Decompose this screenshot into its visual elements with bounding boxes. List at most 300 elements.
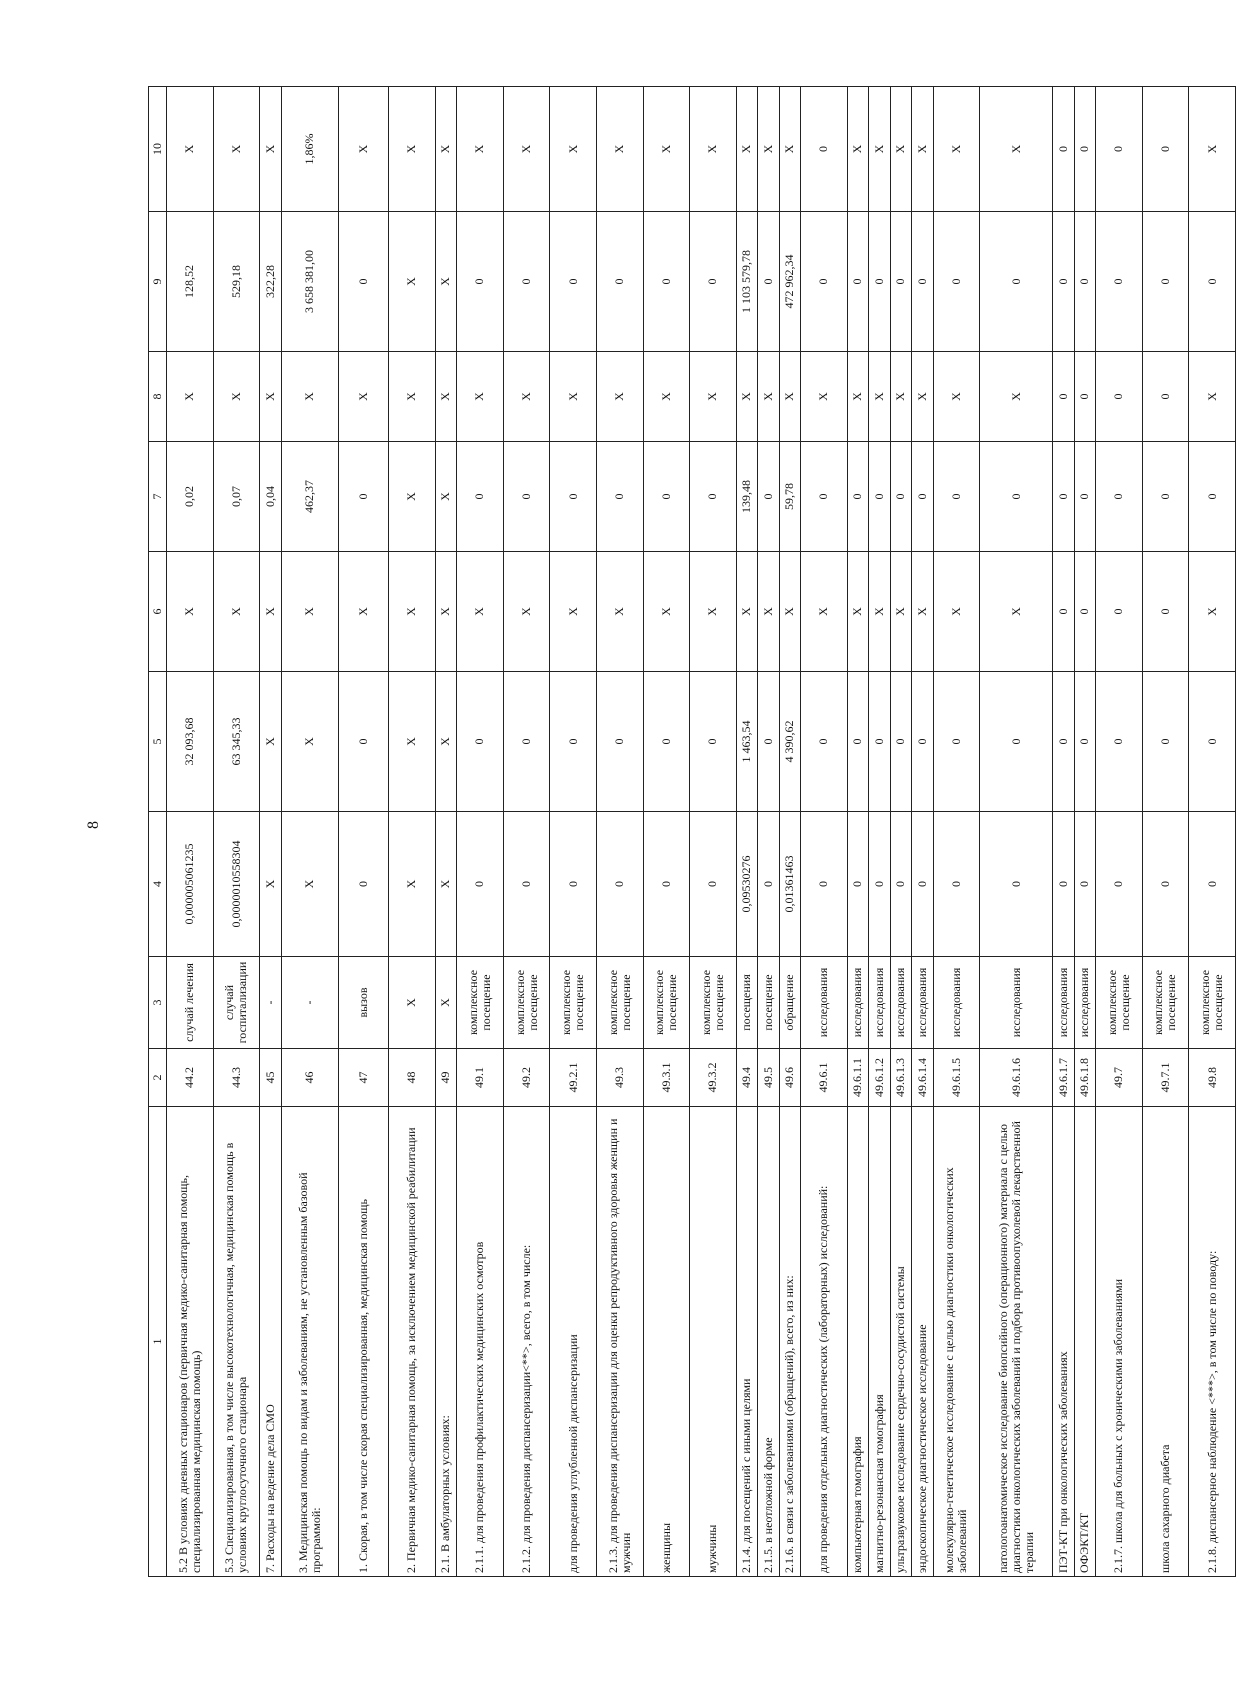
value-cell: 0 xyxy=(801,87,848,212)
value-cell: 0 xyxy=(847,812,868,957)
value-cell: 0 xyxy=(596,212,643,352)
row-code-cell: 47 xyxy=(338,1049,388,1107)
value-cell: X xyxy=(847,352,868,442)
value-cell: X xyxy=(933,352,980,442)
unit-cell: комплексное посещение xyxy=(596,957,643,1049)
unit-cell: исследования xyxy=(912,957,933,1049)
row-label-cell: молекулярно-генетическое исследование с целью диагностики онкологических заболеваний xyxy=(933,1107,980,1577)
row-label-cell: 2.1. В амбулаторных условиях: xyxy=(435,1107,456,1577)
row-label-cell: 7. Расходы на ведение дела СМО xyxy=(260,1107,281,1577)
row-code-cell: 44.3 xyxy=(213,1049,260,1107)
value-cell: X xyxy=(847,552,868,672)
value-cell: 0 xyxy=(1074,552,1095,672)
table-row xyxy=(389,87,436,1577)
row-code-cell: 49.3 xyxy=(596,1049,643,1107)
column-header: 2 xyxy=(149,1049,167,1107)
row-code-cell: 49.6.1.4 xyxy=(912,1049,933,1107)
table-row xyxy=(890,87,911,1577)
value-cell: X xyxy=(389,442,436,552)
value-cell: 0 xyxy=(1053,552,1074,672)
value-cell: 0 xyxy=(980,442,1053,552)
value-cell: 0 xyxy=(550,212,597,352)
value-cell: X xyxy=(980,87,1053,212)
unit-cell: - xyxy=(281,957,338,1049)
unit-cell: X xyxy=(389,957,436,1049)
value-cell: X xyxy=(890,352,911,442)
value-cell: 0 xyxy=(847,212,868,352)
value-cell: 0 xyxy=(550,672,597,812)
row-code-cell: 49.6.1.3 xyxy=(890,1049,911,1107)
value-cell: 0 xyxy=(1142,552,1189,672)
value-cell: 0,04 xyxy=(260,442,281,552)
column-header: 1 xyxy=(149,1107,167,1577)
value-cell: 0 xyxy=(758,442,779,552)
value-cell: 0 xyxy=(1074,352,1095,442)
value-cell: X xyxy=(457,87,504,212)
value-cell: 0 xyxy=(890,212,911,352)
row-code-cell: 49 xyxy=(435,1049,456,1107)
value-cell: 0 xyxy=(847,672,868,812)
value-cell: 0,09530276 xyxy=(736,812,757,957)
value-cell: 0 xyxy=(1189,812,1236,957)
value-cell: X xyxy=(503,352,550,442)
row-label-cell: для проведения углубленной диспансеризации xyxy=(550,1107,597,1577)
value-cell: 0 xyxy=(801,672,848,812)
value-cell: 0 xyxy=(890,672,911,812)
value-cell: X xyxy=(869,552,890,672)
value-cell: 0 xyxy=(801,442,848,552)
value-cell: X xyxy=(801,552,848,672)
row-label-cell: 3. Медицинская помощь по видам и заболеваниям, не установленным базовой программой: xyxy=(281,1107,338,1577)
value-cell: 0 xyxy=(869,812,890,957)
value-cell: X xyxy=(435,672,456,812)
row-code-cell: 49.4 xyxy=(736,1049,757,1107)
value-cell: 0 xyxy=(933,212,980,352)
table-row xyxy=(912,87,933,1577)
row-code-cell: 46 xyxy=(281,1049,338,1107)
value-cell: 0 xyxy=(457,212,504,352)
table-row xyxy=(869,87,890,1577)
row-label-cell: женщины xyxy=(643,1107,690,1577)
value-cell: 0 xyxy=(690,442,737,552)
value-cell: 0 xyxy=(847,442,868,552)
value-cell: 0 xyxy=(1053,87,1074,212)
row-label-cell: 5.2 В условиях дневных стационаров (первичная медико-санитарная помощь, специализированная медицинская помощь) xyxy=(167,1107,214,1577)
table-row xyxy=(801,87,848,1577)
header-row xyxy=(149,87,167,1577)
column-header: 5 xyxy=(149,672,167,812)
value-cell: X xyxy=(779,552,800,672)
value-cell: X xyxy=(503,87,550,212)
row-code-cell: 49.6.1.8 xyxy=(1074,1049,1095,1107)
value-cell: 0 xyxy=(869,212,890,352)
value-cell: X xyxy=(596,87,643,212)
row-label-cell: 2. Первичная медико-санитарная помощь, за исключением медицинской реабилитации xyxy=(389,1107,436,1577)
value-cell: 0 xyxy=(1074,442,1095,552)
unit-cell: комплексное посещение xyxy=(457,957,504,1049)
value-cell: 0 xyxy=(503,812,550,957)
table-row xyxy=(779,87,800,1577)
value-cell: X xyxy=(260,672,281,812)
row-label-cell: эндоскопическое диагностическое исследование xyxy=(912,1107,933,1577)
value-cell: X xyxy=(980,352,1053,442)
table-row xyxy=(1053,87,1074,1577)
value-cell: 0 xyxy=(1189,672,1236,812)
value-cell: 1,86% xyxy=(281,87,338,212)
value-cell: 0 xyxy=(890,442,911,552)
row-code-cell: 49.2.1 xyxy=(550,1049,597,1107)
table-row xyxy=(550,87,597,1577)
value-cell: 0 xyxy=(933,672,980,812)
value-cell: 0,07 xyxy=(213,442,260,552)
value-cell: X xyxy=(890,87,911,212)
value-cell: 0 xyxy=(1142,442,1189,552)
value-cell: 0 xyxy=(503,442,550,552)
value-cell: 0 xyxy=(1189,442,1236,552)
value-cell: X xyxy=(550,87,597,212)
unit-cell: исследования xyxy=(890,957,911,1049)
value-cell: X xyxy=(338,87,388,212)
table-row xyxy=(1074,87,1095,1577)
row-label-cell: 2.1.4. для посещений с иными целями xyxy=(736,1107,757,1577)
value-cell: X xyxy=(281,672,338,812)
value-cell: 0 xyxy=(758,212,779,352)
value-cell: 0 xyxy=(338,812,388,957)
value-cell: 0 xyxy=(801,212,848,352)
value-cell: X xyxy=(389,672,436,812)
value-cell: 4 390,62 xyxy=(779,672,800,812)
unit-cell: исследования xyxy=(801,957,848,1049)
value-cell: X xyxy=(457,352,504,442)
value-cell: 0 xyxy=(1142,352,1189,442)
value-cell: X xyxy=(389,212,436,352)
table-row xyxy=(596,87,643,1577)
row-code-cell: 49.8 xyxy=(1189,1049,1236,1107)
value-cell: X xyxy=(890,552,911,672)
value-cell: 0,0000010558304 xyxy=(213,812,260,957)
value-cell: 0 xyxy=(338,212,388,352)
value-cell: 0 xyxy=(1142,87,1189,212)
value-cell: 0 xyxy=(1053,352,1074,442)
value-cell: 0,01361463 xyxy=(779,812,800,957)
value-cell: 0 xyxy=(1142,672,1189,812)
value-cell: X xyxy=(389,552,436,672)
row-code-cell: 49.6 xyxy=(779,1049,800,1107)
value-cell: X xyxy=(338,552,388,672)
column-header: 8 xyxy=(149,352,167,442)
value-cell: X xyxy=(758,352,779,442)
value-cell: X xyxy=(503,552,550,672)
value-cell: 59,78 xyxy=(779,442,800,552)
value-cell: X xyxy=(933,87,980,212)
value-cell: 0 xyxy=(338,672,388,812)
financial-table xyxy=(148,86,1236,1577)
rotated-table-wrapper xyxy=(148,87,1236,1577)
value-cell: 128,52 xyxy=(167,212,214,352)
value-cell: X xyxy=(596,552,643,672)
value-cell: X xyxy=(933,552,980,672)
value-cell: X xyxy=(260,87,281,212)
value-cell: 0 xyxy=(643,212,690,352)
table-row xyxy=(847,87,868,1577)
value-cell: 0 xyxy=(890,812,911,957)
table-row xyxy=(980,87,1053,1577)
value-cell: X xyxy=(389,87,436,212)
table-row xyxy=(690,87,737,1577)
value-cell: X xyxy=(260,352,281,442)
value-cell: X xyxy=(690,87,737,212)
value-cell: X xyxy=(736,552,757,672)
value-cell: 472 962,34 xyxy=(779,212,800,352)
value-cell: 0,02 xyxy=(167,442,214,552)
value-cell: 0 xyxy=(1096,352,1143,442)
value-cell: X xyxy=(281,352,338,442)
value-cell: 0 xyxy=(1096,442,1143,552)
row-code-cell: 49.5 xyxy=(758,1049,779,1107)
value-cell: 0 xyxy=(980,212,1053,352)
value-cell: 0 xyxy=(758,812,779,957)
value-cell: 0 xyxy=(690,212,737,352)
value-cell: 3 658 381,00 xyxy=(281,212,338,352)
unit-cell: исследования xyxy=(1053,957,1074,1049)
table-row xyxy=(933,87,980,1577)
value-cell: 0 xyxy=(801,812,848,957)
value-cell: 0 xyxy=(1096,552,1143,672)
value-cell: X xyxy=(260,812,281,957)
value-cell: 0 xyxy=(596,812,643,957)
column-header: 3 xyxy=(149,957,167,1049)
value-cell: X xyxy=(1189,552,1236,672)
row-label-cell: патологоанатомическое исследование биопсийного (операционного) материала с целью диагностики онкологических заболеваний и подбора противоопухолевой лекарственной терапии xyxy=(980,1107,1053,1577)
value-cell: 0 xyxy=(338,442,388,552)
row-label-cell: 2.1.1. для проведения профилактических медицинских осмотров xyxy=(457,1107,504,1577)
value-cell: 529,18 xyxy=(213,212,260,352)
table-row xyxy=(281,87,338,1577)
value-cell: 0 xyxy=(503,672,550,812)
row-label-cell: ультразвуковое исследование сердечно-сосудистой системы xyxy=(890,1107,911,1577)
value-cell: 0 xyxy=(457,812,504,957)
value-cell: X xyxy=(435,352,456,442)
value-cell: 322,28 xyxy=(260,212,281,352)
value-cell: X xyxy=(457,552,504,672)
value-cell: 0 xyxy=(1142,212,1189,352)
row-code-cell: 49.6.1.6 xyxy=(980,1049,1053,1107)
value-cell: X xyxy=(736,352,757,442)
unit-cell: исследования xyxy=(980,957,1053,1049)
value-cell: X xyxy=(690,352,737,442)
value-cell: 0,000005061235 xyxy=(167,812,214,957)
table-row xyxy=(338,87,388,1577)
value-cell: X xyxy=(1189,352,1236,442)
value-cell: 0 xyxy=(980,812,1053,957)
value-cell: 63 345,33 xyxy=(213,672,260,812)
value-cell: X xyxy=(213,352,260,442)
value-cell: X xyxy=(1189,87,1236,212)
value-cell: 1 103 579,78 xyxy=(736,212,757,352)
row-label-cell: 5.3 Специализированная, в том числе высокотехнологичная, медицинская помощь в условиях круглосуточного стационара xyxy=(213,1107,260,1577)
value-cell: X xyxy=(435,87,456,212)
value-cell: 0 xyxy=(1074,87,1095,212)
unit-cell: комплексное посещение xyxy=(550,957,597,1049)
value-cell: 0 xyxy=(1096,812,1143,957)
row-label-cell: ОФЭКТ/КТ xyxy=(1074,1107,1095,1577)
value-cell: 0 xyxy=(869,672,890,812)
table-row xyxy=(457,87,504,1577)
value-cell: X xyxy=(869,87,890,212)
value-cell: 0 xyxy=(596,672,643,812)
value-cell: X xyxy=(435,552,456,672)
unit-cell: комплексное посещение xyxy=(690,957,737,1049)
unit-cell: - xyxy=(260,957,281,1049)
value-cell: 0 xyxy=(1074,212,1095,352)
row-code-cell: 49.6.1.5 xyxy=(933,1049,980,1107)
value-cell: X xyxy=(912,352,933,442)
table-row xyxy=(167,87,214,1577)
value-cell: X xyxy=(435,812,456,957)
value-cell: 0 xyxy=(457,442,504,552)
value-cell: 32 093,68 xyxy=(167,672,214,812)
table-row xyxy=(435,87,456,1577)
row-code-cell: 49.6.1.2 xyxy=(869,1049,890,1107)
row-label-cell: 2.1.8. диспансерное наблюдение <***>, в том числе по поводу: xyxy=(1189,1107,1236,1577)
row-label-cell: 2.1.2. для проведения диспансеризации<**>, всего, в том числе: xyxy=(503,1107,550,1577)
unit-cell: комплексное посещение xyxy=(643,957,690,1049)
value-cell: 0 xyxy=(503,212,550,352)
unit-cell: вызов xyxy=(338,957,388,1049)
unit-cell: исследования xyxy=(933,957,980,1049)
value-cell: X xyxy=(338,352,388,442)
value-cell: 0 xyxy=(643,812,690,957)
value-cell: X xyxy=(213,87,260,212)
value-cell: X xyxy=(912,87,933,212)
table-row xyxy=(1189,87,1236,1577)
column-header: 4 xyxy=(149,812,167,957)
value-cell: 0 xyxy=(1096,212,1143,352)
value-cell: X xyxy=(213,552,260,672)
value-cell: 0 xyxy=(980,672,1053,812)
row-code-cell: 49.1 xyxy=(457,1049,504,1107)
value-cell: 0 xyxy=(457,672,504,812)
column-header: 7 xyxy=(149,442,167,552)
value-cell: 0 xyxy=(596,442,643,552)
row-code-cell: 49.6.1.7 xyxy=(1053,1049,1074,1107)
value-cell: 0 xyxy=(1096,672,1143,812)
row-label-cell: школа сахарного диабета xyxy=(1142,1107,1189,1577)
column-header: 10 xyxy=(149,87,167,212)
row-code-cell: 49.6.1.1 xyxy=(847,1049,868,1107)
value-cell: X xyxy=(596,352,643,442)
row-code-cell: 49.7 xyxy=(1096,1049,1143,1107)
value-cell: 0 xyxy=(1053,812,1074,957)
value-cell: X xyxy=(167,352,214,442)
value-cell: X xyxy=(690,552,737,672)
value-cell: X xyxy=(801,352,848,442)
value-cell: 462,37 xyxy=(281,442,338,552)
value-cell: X xyxy=(869,352,890,442)
table-row xyxy=(260,87,281,1577)
table-row xyxy=(1096,87,1143,1577)
unit-cell: комплексное посещение xyxy=(1189,957,1236,1049)
unit-cell: комплексное посещение xyxy=(503,957,550,1049)
value-cell: 1 463,54 xyxy=(736,672,757,812)
unit-cell: комплексное посещение xyxy=(1096,957,1143,1049)
value-cell: 0 xyxy=(643,442,690,552)
value-cell: X xyxy=(779,87,800,212)
row-code-cell: 49.2 xyxy=(503,1049,550,1107)
row-code-cell: 49.3.2 xyxy=(690,1049,737,1107)
unit-cell: обращение xyxy=(779,957,800,1049)
row-code-cell: 44.2 xyxy=(167,1049,214,1107)
value-cell: X xyxy=(758,87,779,212)
value-cell: 0 xyxy=(550,812,597,957)
value-cell: X xyxy=(260,552,281,672)
unit-cell: исследования xyxy=(1074,957,1095,1049)
value-cell: X xyxy=(550,552,597,672)
unit-cell: X xyxy=(435,957,456,1049)
page-number: 8 xyxy=(85,821,102,829)
value-cell: X xyxy=(389,352,436,442)
value-cell: 0 xyxy=(643,672,690,812)
value-cell: 0 xyxy=(912,672,933,812)
value-cell: 0 xyxy=(869,442,890,552)
value-cell: 0 xyxy=(933,812,980,957)
value-cell: X xyxy=(736,87,757,212)
row-label-cell: 2.1.3. для проведения диспансеризации для оценки репродуктивного здоровья женщин и мужчин xyxy=(596,1107,643,1577)
row-label-cell: 2.1.5. в неотложной форме xyxy=(758,1107,779,1577)
value-cell: X xyxy=(167,87,214,212)
value-cell: 0 xyxy=(690,812,737,957)
value-cell: 0 xyxy=(690,672,737,812)
value-cell: X xyxy=(758,552,779,672)
value-cell: 0 xyxy=(1189,212,1236,352)
value-cell: 0 xyxy=(1096,87,1143,212)
value-cell: X xyxy=(435,212,456,352)
row-code-cell: 49.6.1 xyxy=(801,1049,848,1107)
value-cell: X xyxy=(847,87,868,212)
unit-cell: комплексное посещение xyxy=(1142,957,1189,1049)
unit-cell: посещение xyxy=(758,957,779,1049)
column-header: 9 xyxy=(149,212,167,352)
value-cell: 0 xyxy=(758,672,779,812)
value-cell: X xyxy=(389,812,436,957)
row-code-cell: 45 xyxy=(260,1049,281,1107)
value-cell: X xyxy=(281,552,338,672)
unit-cell: посещения xyxy=(736,957,757,1049)
value-cell: X xyxy=(912,552,933,672)
table-row xyxy=(758,87,779,1577)
row-label-cell: 1. Скорая, в том числе скорая специализированная, медицинская помощь xyxy=(338,1107,388,1577)
value-cell: 139,48 xyxy=(736,442,757,552)
row-code-cell: 49.3.1 xyxy=(643,1049,690,1107)
value-cell: X xyxy=(643,552,690,672)
value-cell: X xyxy=(779,352,800,442)
table-row xyxy=(643,87,690,1577)
value-cell: 0 xyxy=(912,442,933,552)
value-cell: X xyxy=(281,812,338,957)
value-cell: X xyxy=(167,552,214,672)
value-cell: X xyxy=(550,352,597,442)
value-cell: 0 xyxy=(1053,212,1074,352)
row-label-cell: компьютерная томография xyxy=(847,1107,868,1577)
value-cell: 0 xyxy=(1074,672,1095,812)
value-cell: X xyxy=(980,552,1053,672)
value-cell: 0 xyxy=(912,812,933,957)
table-row xyxy=(213,87,260,1577)
unit-cell: исследования xyxy=(869,957,890,1049)
value-cell: X xyxy=(435,442,456,552)
value-cell: 0 xyxy=(1142,812,1189,957)
row-code-cell: 49.7.1 xyxy=(1142,1049,1189,1107)
